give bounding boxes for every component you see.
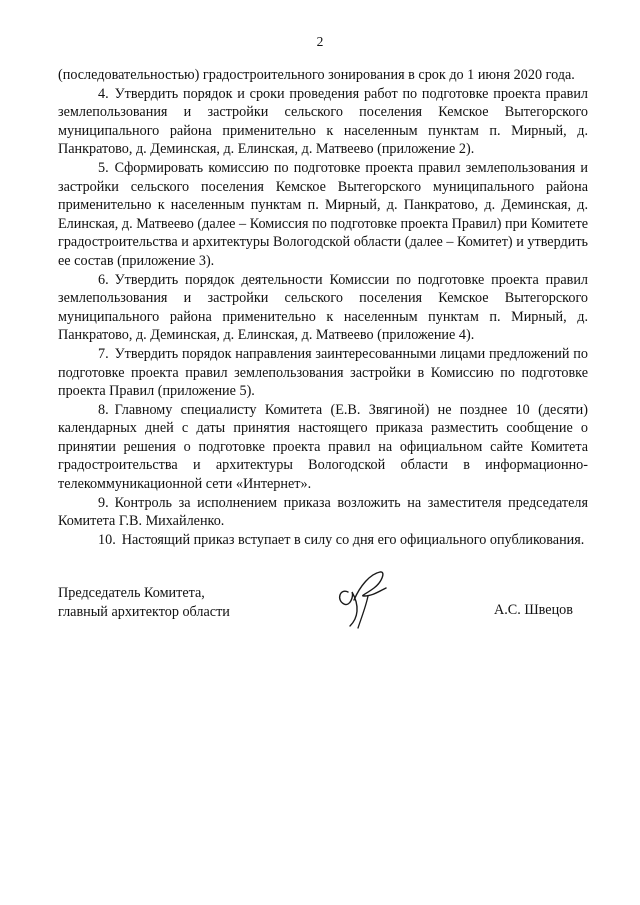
item-number: 9. [98, 494, 109, 511]
list-item [58, 85, 588, 159]
item-number: 8. [98, 401, 109, 418]
item-text: Контроль за исполнением приказа возложить на заместителя председателя Комитета Г.В. Михайленко. [58, 494, 588, 530]
list-item [58, 494, 588, 531]
item-text: Утвердить порядок направления заинтересованными лицами предложений по подготовке проекта правил землепользования застройки в Комиссию по подготовке проекта Правил (приложение 5). [58, 345, 588, 400]
document-body [58, 66, 588, 549]
item-number: 5. [98, 159, 109, 176]
item-text: Главному специалисту Комитета (Е.В. Звягиной) не позднее 10 (десяти) календарных дней с даты принятия настоящего приказа разместить сообщение о принятии решения о подготовке проекта правил на официальном сайте Комитета градостроительства и архитектуры Вологодской области в информационно-телекоммуникационной сети «Интернет». [58, 401, 588, 493]
item-text: Настоящий приказ вступает в силу со дня его официального опубликования. [121, 531, 585, 548]
item-number: 4. [98, 85, 109, 102]
list-item [58, 531, 588, 550]
list-item [58, 271, 588, 345]
signatory-title-line2: главный архитектор области [58, 604, 230, 620]
intro-continuation: (последовательностью) градостроительного зонирования в срок до 1 июня 2020 года. [58, 67, 575, 83]
item-text: Сформировать комиссию по подготовке проекта правил землепользования и застройки сельского поселения Кемское Вытегорского муниципального района применительно к населенным пунктам п. Мирный, д. Панкратово, д. Деминская, д. Елинская, д. Матвеево (далее – Комиссия по подготовке проекта Правил) при Комитете градостроительства и архитектуры Вологодской области (далее – Комитет) и утвердить ее состав (приложение 3). [58, 159, 588, 269]
signatory-title [58, 584, 230, 622]
page-number: 2 [316, 34, 324, 49]
item-number: 7. [98, 345, 109, 362]
item-text: Утвердить порядок деятельности Комиссии по подготовке проекта правил землепользования и застройки сельского поселения Кемское Вытегорского муниципального района применительно к населенным пунктам п. Мирный, д. Панкратово, д. Деминская, д. Елинская, д. Матвеево (приложение 4). [58, 271, 588, 344]
item-text: Утвердить порядок и сроки проведения работ по подготовке проекта правил землепользования и застройки сельского поселения Кемское Вытегорского муниципального района применительно к населенным пунктам п. Мирный, д. Панкратово, д. Деминская, д. Елинская, д. Матвеево (приложение 2). [58, 85, 588, 158]
handwritten-signature [330, 566, 400, 630]
list-item [58, 345, 588, 401]
item-number: 10. [98, 531, 116, 548]
item-number: 6. [98, 271, 109, 288]
list-item [58, 159, 588, 271]
signatory-title-line1: Председатель Комитета, [58, 585, 205, 601]
list-item [58, 401, 588, 494]
signatory-name: А.С. Швецов [494, 602, 573, 618]
